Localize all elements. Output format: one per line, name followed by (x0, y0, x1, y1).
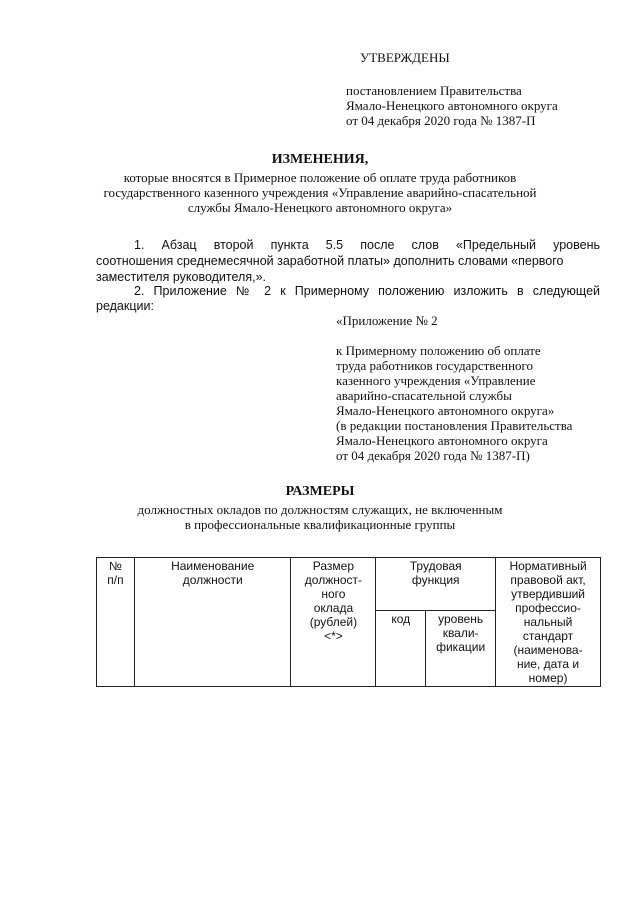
appendix-line-2: труда работников государственного (336, 358, 534, 373)
item2-line-1: 2. Приложение № 2 к Примерному положению изложить в следующей (134, 284, 600, 298)
appendix-line-1: к Примерному положению об оплате (336, 343, 541, 358)
appendix-title: «Приложение № 2 (336, 313, 438, 328)
changes-subtitle-line-1: которые вносятся в Примерное положение об оплате труда работников (123, 170, 517, 185)
table-header-row (97, 558, 601, 611)
approval-title: УТВЕРЖДЕНЫ (360, 50, 450, 65)
header-position-name: Наименование должности (134, 558, 291, 687)
header-normative-act: Нормативный правовой акт, утвердивший профессио- нальный стандарт (наименова- ние, дата и номер) (496, 558, 601, 687)
approval-line-2: Ямало-Ненецкого автономного округа (346, 98, 558, 113)
changes-title: ИЗМЕНЕНИЯ, (271, 152, 369, 167)
sizes-subtitle-line-2: в профессиональные квалификационные группы (184, 517, 456, 532)
changes-subtitle-line-2: государственного казенного учреждения «Управление аварийно-спасательной (103, 185, 537, 200)
sizes-subtitle-line-1: должностных окладов по должностям служащих, не включенным (137, 502, 503, 517)
appendix-line-3: казенного учреждения «Управление (336, 373, 536, 388)
header-salary: Размер должност- ного оклада (рублей) <*> (291, 558, 376, 687)
sizes-title: РАЗМЕРЫ (285, 484, 355, 499)
changes-subtitle-line-3: службы Ямало-Ненецкого автономного округа» (187, 200, 453, 215)
approval-line-1: постановлением Правительства (346, 83, 522, 98)
appendix-line-4: аварийно-спасательной службы (336, 388, 512, 403)
appendix-line-7: Ямало-Ненецкого автономного округа (336, 433, 548, 448)
item1-line-3: заместителя руководителя,». (96, 270, 267, 284)
appendix-line-5: Ямало-Ненецкого автономного округа» (336, 403, 555, 418)
header-num: № п/п (97, 558, 135, 687)
item2-line-2: редакции: (96, 299, 154, 313)
item1-line-2: соотношения среднемесячной заработной платы» дополнить словами «первого (96, 254, 564, 268)
item1-line-1: 1. Абзац второй пункта 5.5 после слов «Предельный уровень (134, 238, 600, 252)
appendix-line-6: (в редакции постановления Правительства (336, 418, 573, 433)
salary-table (96, 557, 601, 687)
header-code: код (376, 610, 426, 686)
approval-line-3: от 04 декабря 2020 года № 1387-П (346, 113, 536, 128)
header-qualification-level: уровень квали- фикации (426, 610, 496, 686)
appendix-line-8: от 04 декабря 2020 года № 1387-П) (336, 448, 530, 463)
header-labor-function: Трудовая функция (376, 558, 496, 611)
